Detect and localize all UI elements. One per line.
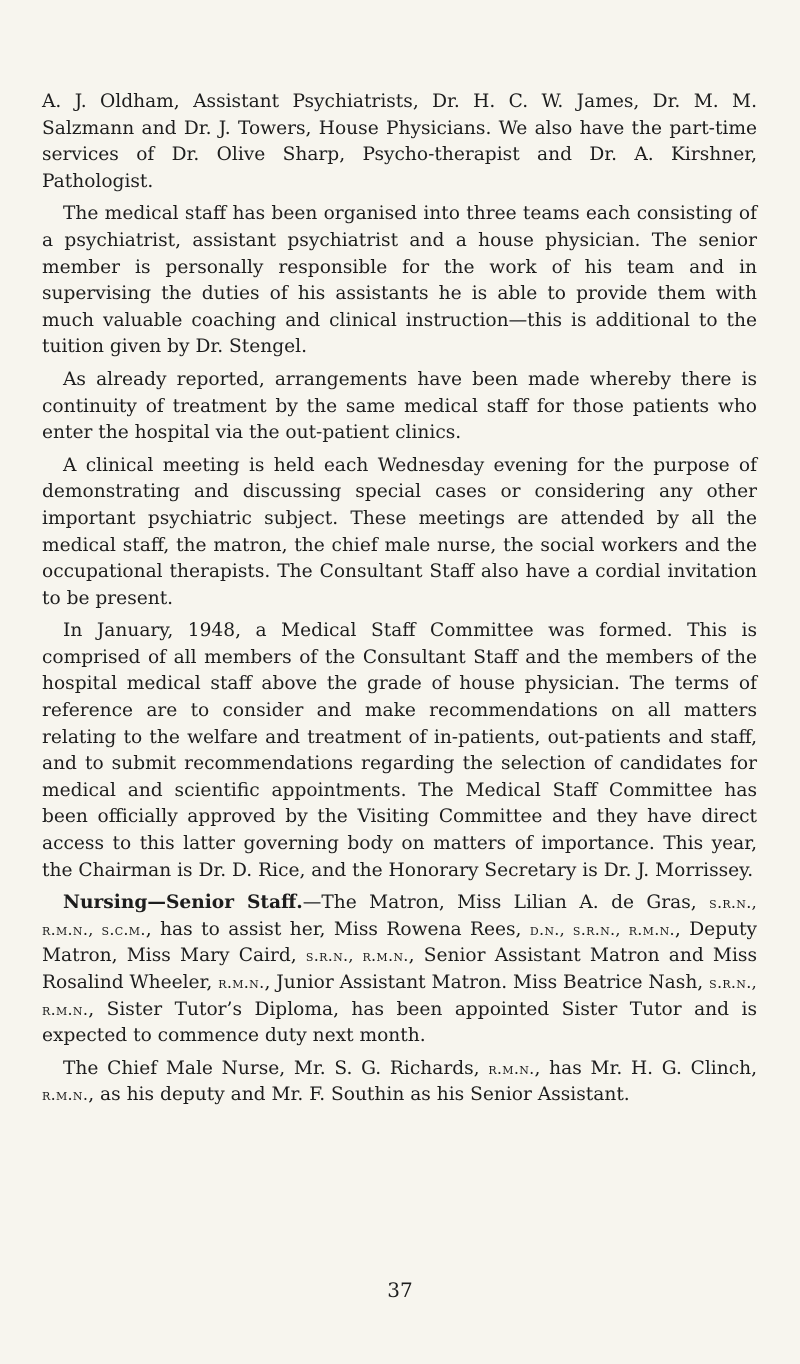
nursing-text: , Senior Assistant Matron and Miss Rosalind Wheeler, (42, 945, 757, 993)
qualification: r.m.n. (42, 1085, 89, 1105)
paragraph-medical-teams: The medical staff has been organised into three teams each consisting of a psychiatrist, assistant psychiatrist and a house physician. The senior member is personally responsible for the work of his team and in supervising the duties of his assistants he is able to provide them with much valuable coaching and clinical instruction—this is additional to the tuition given by Dr. Stengel. (42, 203, 757, 358)
nursing-text: , Junior Assistant Matron. Miss Beatrice Nash, (264, 972, 710, 993)
paragraph-clinical-meeting: A clinical meeting is held each Wednesday evening for the purpose of demonstrating and discussing special cases or considering any other important psychiatric subject. These meetings are attended by all the medical staff, the matron, the chief male nurse, the social workers and the occupational therapists. The Consultant Staff also have a cordial invitation to be present. (42, 454, 757, 609)
qualification: d.n., s.r.n., r.m.n. (529, 919, 675, 939)
nursing-text: —The Matron, Miss Lilian A. de Gras, (302, 892, 710, 914)
male-nurse-text: , as his deputy and Mr. F. Southin as his Senior Assistant. (88, 1084, 630, 1106)
page-number: 37 (387, 1278, 413, 1302)
male-nurse-text: The Chief Male Nurse, Mr. S. G. Richards, (63, 1057, 489, 1079)
qualification: s.r.n., r.m.n. (305, 946, 409, 966)
paragraph-staff-committee: In January, 1948, a Medical Staff Committee was formed. This is comprised of all members of the Consultant Staff and the members of the hospital medical staff above the grade of house physician. The terms of reference are to consider and make recommendations on all matters relating to the welfare and treatment of in-patients, out-patients and staff, and to submit recommendations regarding the selection of candidates for medical and scientific appointments. The Medical Staff Committee has been officially approved by the Visiting Committee and they have direct access to this latter governing body on matters of importance. This year, the Chairman is Dr. D. Rice, and the Honorary Secretary is Dr. J. Morrissey. (42, 620, 757, 881)
paragraph-nursing-senior-staff (42, 890, 757, 1050)
qualification: r.m.n. (488, 1058, 535, 1078)
nursing-text: , has to assist her, Miss Rowena Rees, (145, 918, 530, 940)
male-nurse-text: , has Mr. H. G. Clinch, (534, 1057, 758, 1079)
nursing-heading: Nursing—Senior Staff. (63, 892, 303, 914)
paragraph-continuity: As already reported, arrangements have been made whereby there is continuity of treatment by the same medical staff for those patients who enter the hospital via the out-patient clinics. (42, 368, 757, 444)
paragraph-staff-list: A. J. Oldham, Assistant Psychiatrists, Dr. H. C. W. James, Dr. M. M. Salzmann and Dr. J. Towers, House Physicians. We also have the part-time services of Dr. Olive Sharp, Psycho-therapist and Dr. A. Kirshner, Pathologist. (42, 91, 757, 192)
nursing-text: , Sister Tutor’s Diploma, has been appointed Sister Tutor and is expected to commence duty next month. (42, 998, 757, 1047)
qualification: r.m.n. (218, 973, 265, 992)
qualification: s.r.n., r.m.n., s.c.m. (42, 893, 757, 939)
paragraph-chief-male-nurse (42, 1056, 757, 1109)
document-body (42, 89, 757, 1109)
nursing-text: , Deputy Matron, Miss Mary Caird, (42, 918, 758, 967)
qualification: s.r.n., r.m.n. (42, 973, 757, 1019)
